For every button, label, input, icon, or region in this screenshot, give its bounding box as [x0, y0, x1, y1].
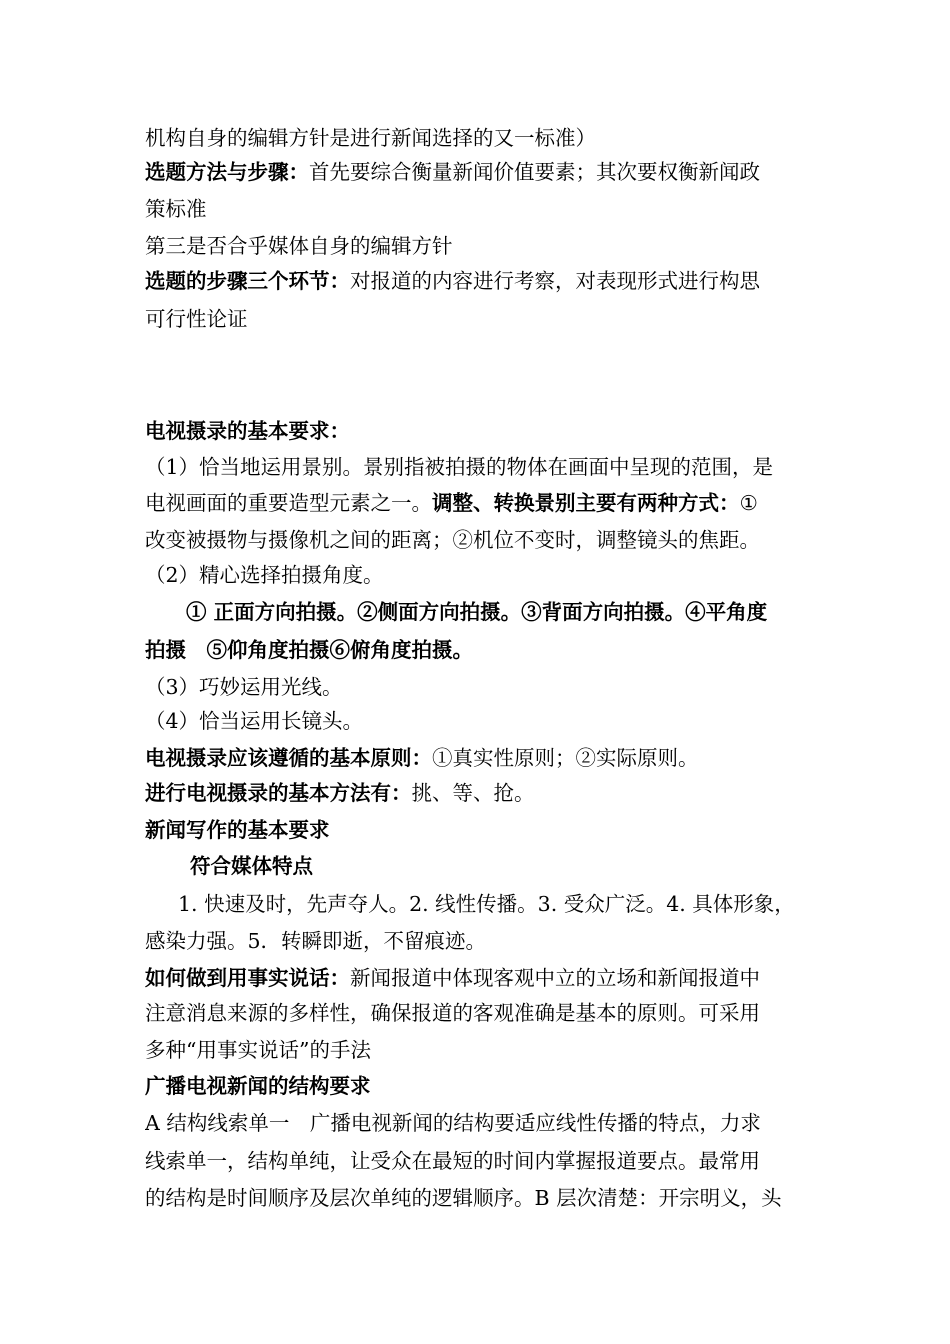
text-run: 新闻报道中体现客观中立的立场和新闻报道中 [350, 966, 760, 990]
text-run: 对报道的内容进行考察，对表现形式进行构思 [350, 269, 760, 293]
text-line [145, 306, 810, 332]
text-run: 1. 快速及时，先声夺人。2. 线性传播。3. 受众广泛。4. 具体形象， [178, 892, 795, 916]
text-line [145, 268, 810, 294]
text-run: 策标准 [145, 197, 207, 221]
text-run: ① [739, 491, 758, 515]
text-line [145, 159, 810, 185]
text-line [145, 1148, 810, 1174]
text-line [145, 928, 810, 954]
text-line [178, 891, 810, 917]
bold-text: 拍摄 ⑤仰角度拍摄⑥俯角度拍摄。 [145, 638, 473, 662]
text-line [145, 780, 810, 806]
bold-text: 电视摄录应该遵循的基本原则： [145, 746, 432, 770]
text-line [145, 125, 810, 151]
text-line [145, 745, 810, 771]
text-line [145, 490, 810, 516]
text-run: 注意消息来源的多样性，确保报道的客观准确是基本的原则。可采用 [145, 1001, 760, 1025]
text-run: 多种“用事实说话”的手法 [145, 1038, 371, 1062]
text-line [145, 637, 810, 663]
text-run: 第三是否合乎媒体自身的编辑方针 [145, 234, 453, 258]
bold-text: 广播电视新闻的结构要求 [145, 1074, 371, 1098]
text-line [145, 562, 810, 588]
text-run: 电视画面的重要造型元素之一。 [145, 491, 432, 515]
text-run: 挑、等、抢。 [411, 781, 535, 805]
text-line [145, 708, 810, 734]
bold-text: ① 正面方向拍摄。②侧面方向拍摄。③背面方向拍摄。④平角度 [186, 600, 768, 624]
bold-text: 新闻写作的基本要求 [145, 818, 330, 842]
section-heading [145, 817, 810, 843]
text-line [145, 1185, 810, 1211]
text-line [145, 233, 810, 259]
text-run: （1）恰当地运用景别。景别指被拍摄的物体在画面中呈现的范围，是 [145, 455, 774, 479]
subheading [190, 853, 810, 879]
text-line [186, 599, 810, 625]
text-run: ①真实性原则；②实际原则。 [432, 746, 699, 770]
text-run: 首先要综合衡量新闻价值要素；其次要权衡新闻政 [309, 160, 760, 184]
text-line [145, 196, 810, 222]
bold-text: 如何做到用事实说话： [145, 966, 350, 990]
text-line [145, 1037, 810, 1063]
text-run: 机构自身的编辑方针是进行新闻选择的又一标准） [145, 126, 596, 150]
bold-text: 符合媒体特点 [190, 854, 313, 878]
text-line [145, 674, 810, 700]
text-line [145, 527, 810, 553]
bold-text: 进行电视摄录的基本方法有： [145, 781, 412, 805]
text-run: 线索单一，结构单纯，让受众在最短的时间内掌握报道要点。最常用 [145, 1149, 760, 1173]
text-line [145, 965, 810, 991]
section-heading [145, 1073, 810, 1099]
text-run: A 结构线索单一 广播电视新闻的结构要适应线性传播的特点，力求 [145, 1111, 761, 1135]
section-heading [145, 418, 810, 444]
text-line [145, 454, 810, 480]
text-run: （4）恰当运用长镜头。 [145, 709, 364, 733]
text-run: 的结构是时间顺序及层次单纯的逻辑顺序。B 层次清楚：开宗明义，头 [145, 1186, 782, 1210]
bold-text: 调整、转换景别主要有两种方式： [432, 491, 740, 515]
bold-text: 选题方法与步骤： [145, 160, 309, 184]
text-run: （3）巧妙运用光线。 [145, 675, 343, 699]
text-line [145, 1000, 810, 1026]
text-run: 改变被摄物与摄像机之间的距离；②机位不变时，调整镜头的焦距。 [145, 528, 760, 552]
bold-text: 选题的步骤三个环节： [145, 269, 350, 293]
text-run: （2）精心选择拍摄角度。 [145, 563, 384, 587]
bold-text: 电视摄录的基本要求： [145, 419, 350, 443]
text-line [145, 1110, 810, 1136]
text-run: 可行性论证 [145, 307, 248, 331]
text-run: 感染力强。5．转瞬即逝，不留痕迹。 [145, 929, 487, 953]
